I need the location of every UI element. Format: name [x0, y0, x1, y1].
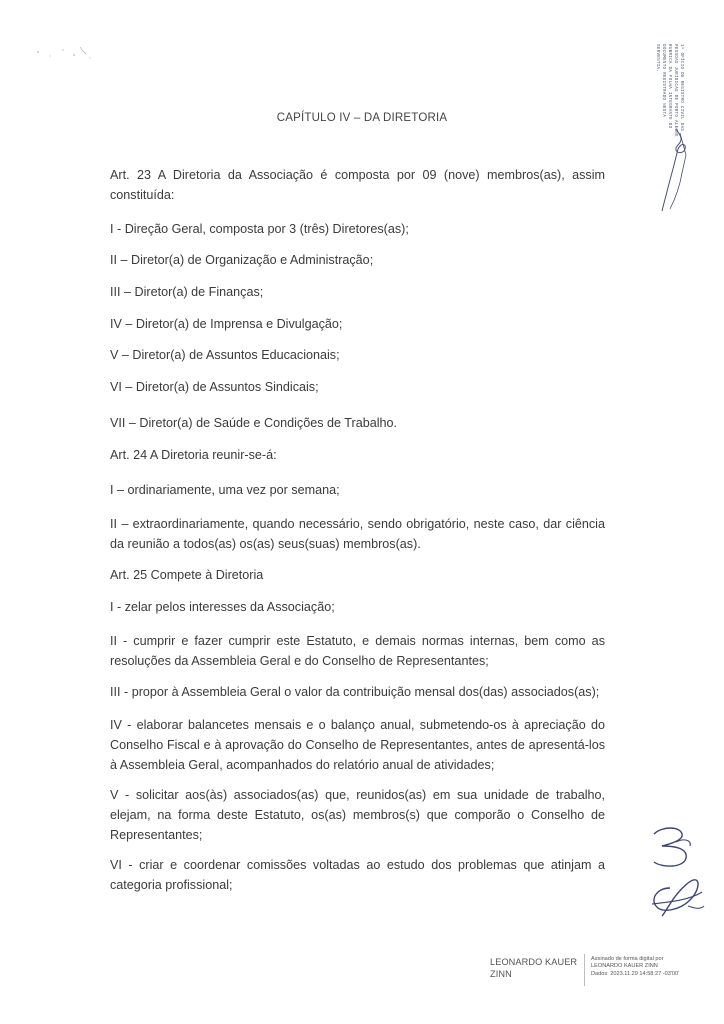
- stamp-line-1: 1º OFÍCIO DE REGISTRO CIVIL DAS: [679, 44, 683, 132]
- article-25-item-2: II - cumprir e fazer cumprir este Estatuto, e demais normas internas, bem como as resoluções da Assembleia Geral e do Conselho de Representantes;: [110, 634, 605, 668]
- article-25-item-4: IV - elaborar balancetes mensais e o balanço anual, submetendo-os à apreciação do Conselho Fiscal e à aprovação do Conselho de Representantes, antes de apresentá-los à Assembleia Geral, acompanhados do relatório anual de atividades;: [110, 718, 605, 772]
- handwritten-initials-icon: [640, 822, 720, 922]
- article-23-item-6: VI – Diretor(a) de Assuntos Sindicais;: [110, 380, 319, 394]
- article-23-text: Art. 23 A Diretoria da Associação é composta por 09 (nove) membros(as), assim constituída:: [110, 168, 605, 202]
- signature-divider: [584, 954, 585, 986]
- signature-details: [591, 956, 716, 978]
- signer-name: [490, 956, 582, 980]
- article-24-item-2: II – extraordinariamente, quando necessário, sendo obrigatório, neste caso, dar ciência da reunião a todos(as) os(as) seus(suas) membros(as).: [110, 517, 605, 551]
- signer-name-line-2: ZINN: [490, 969, 512, 979]
- article-24-item-1: I – ordinariamente, uma vez por semana;: [110, 483, 340, 497]
- article-23-item-7: VII – Diretor(a) de Saúde e Condições de Trabalho.: [110, 416, 398, 430]
- article-23-item-4: IV – Diretor(a) de Imprensa e Divulgação;: [110, 317, 343, 331]
- stamp-line-3: RUBRICA DA FOLHA INTEGRANTE DO: [667, 44, 671, 129]
- article-25-item-1: I - zelar pelos interesses da Associação;: [110, 600, 335, 614]
- stamp-line-5: SERVENTIA.: [655, 44, 659, 73]
- stamp-rubric-signature-icon: [640, 125, 700, 215]
- article-23-item-3: III – Diretor(a) de Finanças;: [110, 285, 264, 299]
- scan-specks-decoration: [30, 38, 100, 68]
- article-25-item-5: V - solicitar aos(às) associados(as) que, reunidos(as) em sua unidade de trabalho, elejam, na forma deste Estatuto, os(as) membros(s) que comporão o Conselho de Representantes;: [110, 788, 605, 842]
- article-25-item-6: VI - criar e coordenar comissões voltadas ao estudo dos problemas que atinjam a categoria profissional;: [110, 858, 605, 892]
- signature-info-line-1: Assinado de forma digital por: [591, 956, 664, 962]
- chapter-title: CAPÍTULO IV – DA DIRETORIA: [276, 112, 448, 124]
- article-25-item-3: III - propor à Assembleia Geral o valor da contribuição mensal dos(das) associados(as);: [110, 685, 600, 699]
- article-23-item-5: V – Diretor(a) de Assuntos Educacionais;: [110, 348, 340, 362]
- digital-signature-block: [490, 954, 720, 994]
- stamp-line-4: DOCUMENTO REGISTRADO NESTA: [661, 44, 665, 118]
- article-25-text: Art. 25 Compete à Diretoria: [110, 568, 264, 582]
- signer-name-line-1: LEONARDO KAUER: [490, 957, 578, 967]
- article-24-text: Art. 24 A Diretoria reunir-se-á:: [110, 448, 277, 462]
- signature-info-line-2: LEONARDO KAUER ZINN: [591, 963, 658, 970]
- signature-info-line-3: Dados: 2023.11.29 14:58:27 -03'00': [591, 970, 680, 977]
- article-23-item-2: II – Diretor(a) de Organização e Administração;: [110, 253, 374, 267]
- stamp-line-2: PESSOAS JURÍDICAS DE PORTO ALEGRE: [673, 44, 677, 137]
- article-23-item-1: I - Direção Geral, composta por 3 (três) Diretores(as);: [110, 222, 409, 236]
